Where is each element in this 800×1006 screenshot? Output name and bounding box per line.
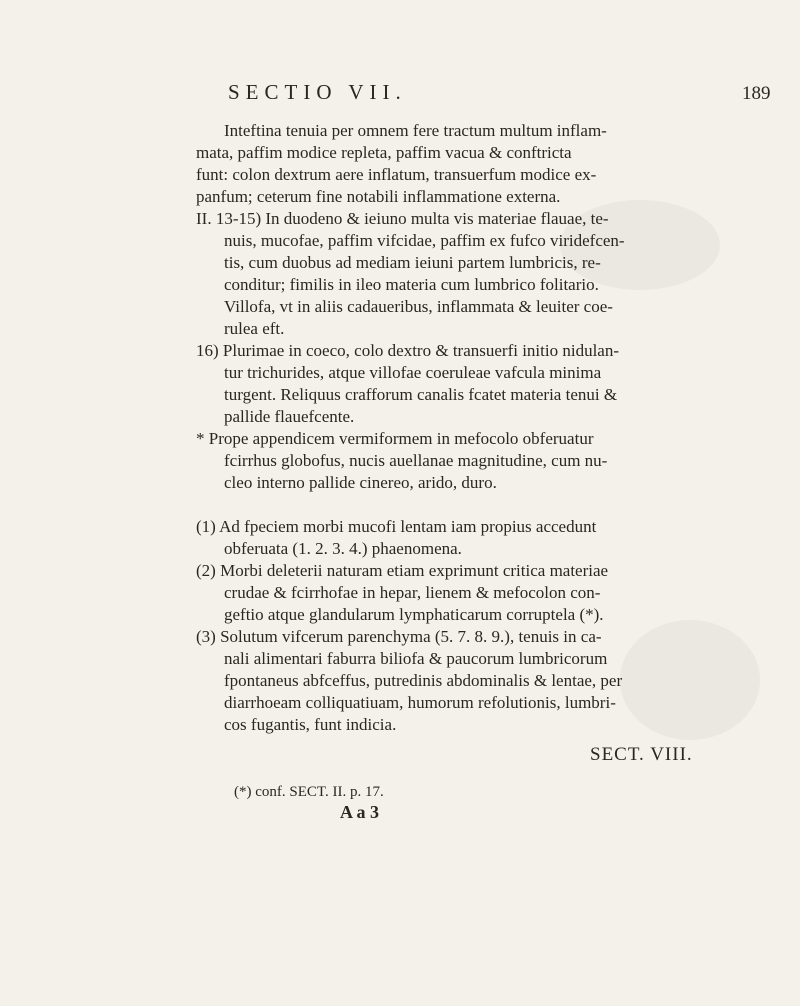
text-line: II. 13-15) In duodeno & ieiuno multa vis materiae flauae, te- (196, 209, 609, 228)
text-line: Villofa, vt in aliis cadaueribus, inflammata & leuiter coe- (224, 297, 613, 316)
conclusion-line: crudae & fcirrhofae in hepar, lienem & mefocolon con- (224, 583, 601, 602)
text-line: * Prope appendicem vermiformem in mefocolo obferuatur (196, 429, 594, 448)
catchword: SECT. VIII. (590, 744, 693, 765)
main-text (196, 120, 776, 736)
text-line: fcirrhus globofus, nucis auellanae magnitudine, cum nu- (224, 451, 608, 470)
conclusion-line: (3) Solutum vifcerum parenchyma (5. 7. 8. 9.), tenuis in ca- (196, 627, 602, 646)
conclusion-line: fpontaneus abfceffus, putredinis abdominalis & lentae, per (224, 671, 623, 690)
text-line: pallide flauefcente. (224, 407, 355, 426)
conclusion-line: nali alimentari faburra biliofa & paucorum lumbricorum (224, 649, 608, 668)
conclusion-line: cos fugantis, funt indicia. (224, 715, 397, 734)
footnote: (*) conf. SECT. II. p. 17. (234, 784, 384, 800)
conclusion-line: diarrhoeam colliquatiuam, humorum refolutionis, lumbri- (224, 693, 616, 712)
text-line: tis, cum duobus ad mediam ieiuni partem lumbricis, re- (224, 253, 601, 272)
text-line: tur trichurides, atque villofae coeruleae vafcula minima (224, 363, 602, 382)
signature-mark: A a 3 (340, 802, 380, 822)
text-line: rulea eft. (224, 319, 285, 338)
text-line: panfum; ceterum fine notabili inflammatione externa. (196, 187, 561, 206)
page-number: 189 (742, 83, 771, 104)
text-line: 16) Plurimae in coeco, colo dextro & transuerfi initio nidulan- (196, 341, 619, 360)
text-line: cleo interno pallide cinereo, arido, duro. (224, 473, 497, 492)
text-line: Inteftina tenuia per omnem fere tractum multum inflam- (224, 121, 607, 140)
section-title: SECTIO VII. (228, 80, 407, 104)
conclusion-line: (2) Morbi deleterii naturam etiam exprimunt critica materiae (196, 561, 609, 580)
conclusion-line: (1) Ad fpeciem morbi mucofi lentam iam propius accedunt (196, 517, 597, 536)
conclusion-line: obferuata (1. 2. 3. 4.) phaenomena. (224, 539, 462, 558)
text-line: mata, paffim modice repleta, paffim vacua & conftricta (196, 143, 572, 162)
conclusion-line: geftio atque glandularum lymphaticarum corruptela (*). (224, 605, 604, 624)
text-line: funt: colon dextrum aere inflatum, transuerfum modice ex- (196, 165, 597, 184)
running-header (0, 80, 800, 110)
text-line: conditur; fimilis in ileo materia cum lumbrico folitario. (224, 275, 599, 294)
text-line: nuis, mucofae, paffim vifcidae, paffim ex fufco viridefcen- (224, 231, 625, 250)
text-line: turgent. Reliquus crafforum canalis fcatet materia tenui & (224, 385, 618, 404)
